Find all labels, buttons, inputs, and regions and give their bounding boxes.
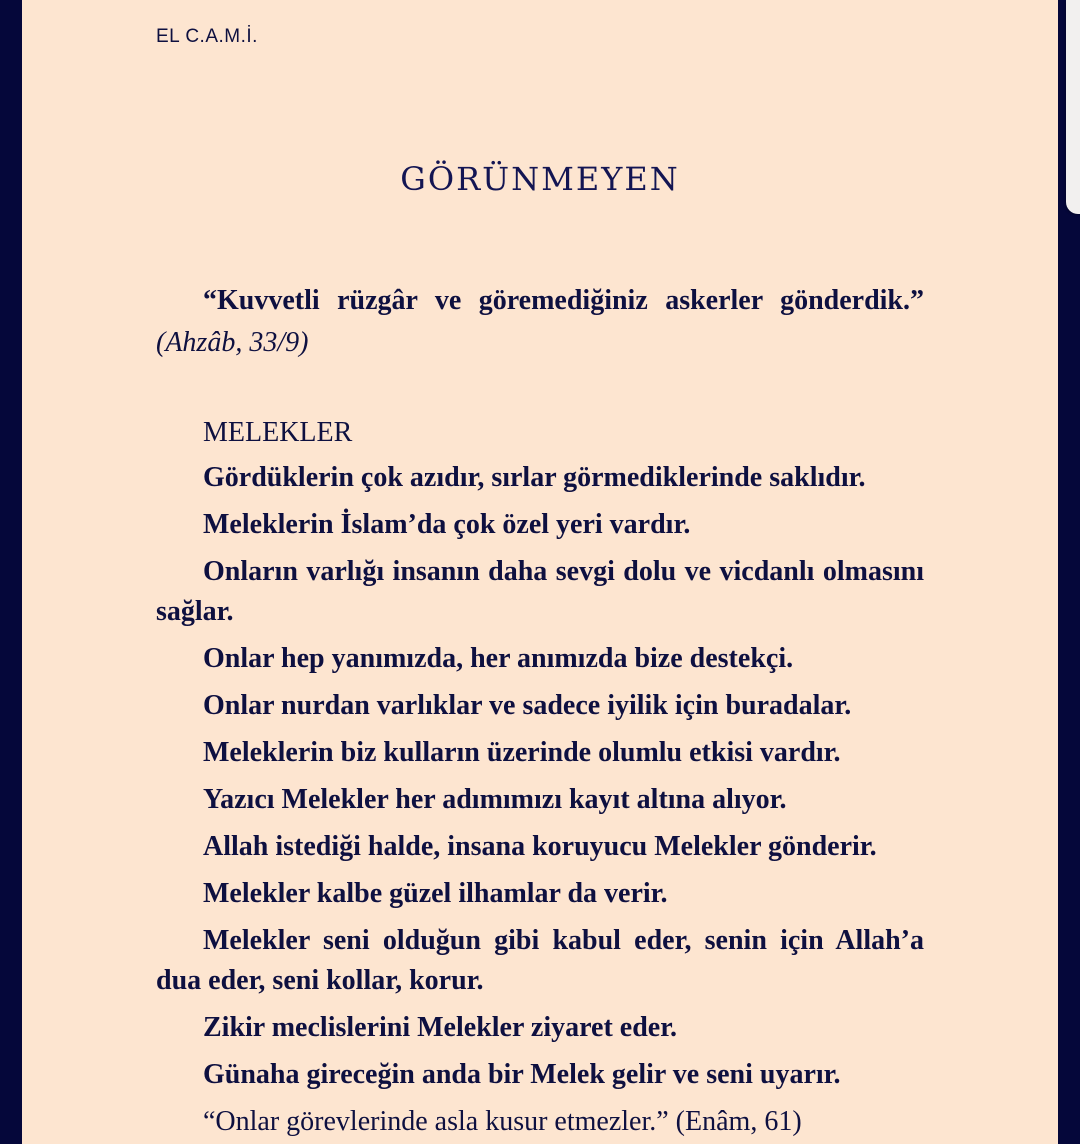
paragraph: Melekler kalbe güzel ilhamlar da verir. (203, 878, 668, 909)
paragraph: Onlar nurdan varlıklar ve sadece iyilik için buradalar. (203, 690, 852, 721)
paragraph: Allah istediği halde, insana koruyucu Melekler gönderir. (203, 831, 877, 862)
paragraph-quote: “Onlar görevlerinde asla kusur etmezler.” (Enâm, 61) (203, 1106, 802, 1137)
epigraph-source: (Ahzâb, 33/9) (156, 327, 309, 358)
paragraph: Gördüklerin çok azıdır, sırlar görmediklerinde saklıdır. (203, 462, 866, 493)
section-melekler (156, 414, 924, 1144)
paragraph: Melekler seni olduğun gibi kabul eder, senin için Allah’a dua eder, seni kollar, korur. (156, 925, 924, 996)
book-page[interactable] (22, 0, 1058, 1144)
paragraph: Meleklerin biz kulların üzerinde olumlu etkisi vardır. (203, 737, 841, 768)
paragraph: Yazıcı Melekler her adımımızı kayıt altına alıyor. (203, 784, 787, 815)
paragraph: Günaha gireceğin anda bir Melek gelir ve seni uyarır. (203, 1059, 841, 1090)
running-head: EL C.A.M.İ. (156, 26, 258, 47)
paragraph: Onların varlığı insanın daha sevgi dolu ve vicdanlı olmasını sağlar. (156, 556, 924, 627)
epigraph-quote (156, 280, 924, 364)
section-heading: MELEKLER (203, 417, 353, 448)
paragraph: Zikir meclislerini Melekler ziyaret eder. (203, 1012, 678, 1043)
chapter-title: GÖRÜNMEYEN (400, 160, 680, 198)
paragraph: Meleklerin İslam’da çok özel yeri vardır. (203, 509, 691, 540)
epigraph (156, 280, 924, 364)
paragraph: Onlar hep yanımızda, her anımızda bize destekçi. (203, 643, 794, 674)
epigraph-quote-text: “Kuvvetli rüzgâr ve göremediğiniz askerler gönderdik.” (203, 285, 924, 316)
scroll-handle[interactable] (1066, 0, 1080, 214)
